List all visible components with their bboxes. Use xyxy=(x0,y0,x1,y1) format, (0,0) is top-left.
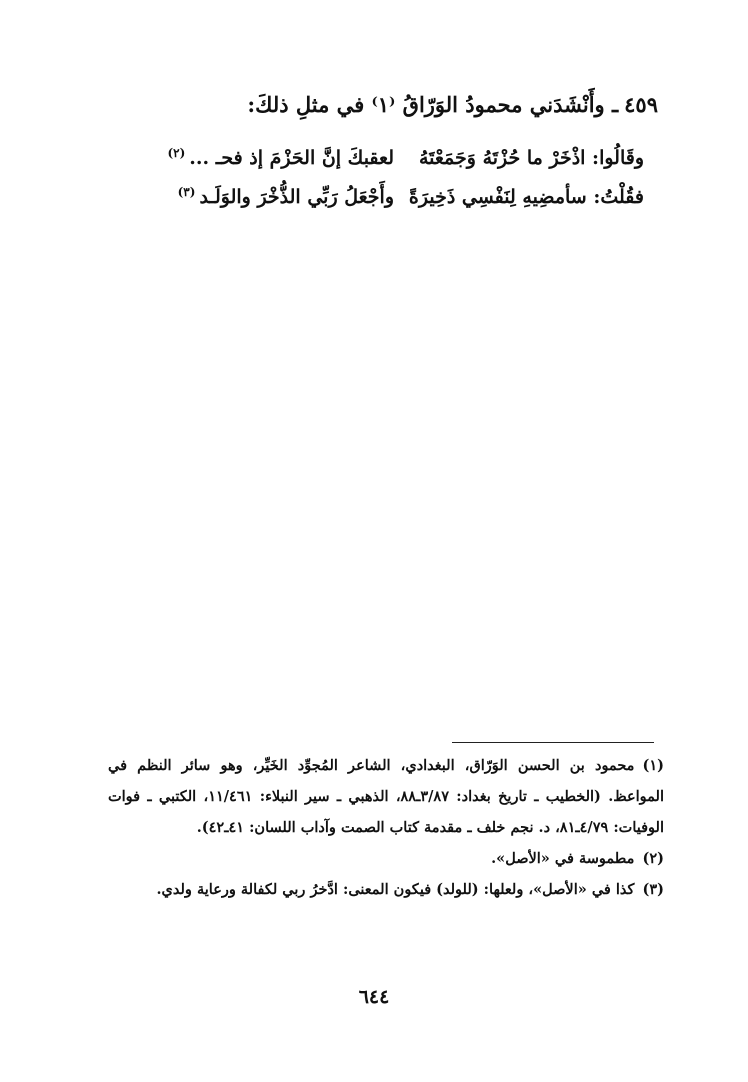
entry-number: ٤٥٩ xyxy=(624,92,658,117)
footnote-separator xyxy=(452,742,654,743)
verse-2-note-mark: (٣) xyxy=(177,185,196,199)
verse-1-second-hemistich: لعقبكَ إنَّ الحَزْمَ إذ فحـ ... xyxy=(189,147,394,170)
verse-1-note-mark: (٢) xyxy=(167,146,186,160)
verse-2-second-hemistich: وأَجْعَلُ رَبِّي الذُّخْرَ والوَلَـد xyxy=(199,186,394,209)
verse-line-1 xyxy=(84,146,644,169)
entry-text: ـ وأَنْشَدَني محمودُ الوَرّاقُ ⁽١⁾ في مثلِ ذلكَ: xyxy=(247,92,619,117)
footnotes xyxy=(108,750,664,905)
footnote-2-text: مطموسة في «الأصل». xyxy=(491,850,635,867)
footnote-2 xyxy=(108,843,664,874)
footnote-2-mark: (٢) xyxy=(642,850,664,867)
entry-heading xyxy=(138,92,658,117)
footnote-3 xyxy=(108,874,664,905)
verse-1-first-hemistich: وقَالُوا: اذْخَرْ ما حُزْتَهُ وَجَمَعْتَهُ xyxy=(418,147,644,170)
footnote-3-text: كذا في «الأصل»، ولعلها: (للولد) فيكون المعنى: ادَّخرُ ربي لكفالة ورعاية ولدي. xyxy=(156,881,635,898)
footnote-1 xyxy=(108,750,664,843)
footnote-3-mark: (٣) xyxy=(642,881,664,898)
verse-2-first-hemistich: فقُلْتُ: سأمضِيهِ لِنَفْسِي ذَخِيرَةً xyxy=(408,186,644,209)
footnote-1-mark: (١) xyxy=(642,757,664,774)
footnote-1-text: محمود بن الحسن الوَرّاق، البغدادي، الشاعر المُجوِّد الخَيِّر، وهو سائر النظم في المواعظ. (الخطيب ـ تاريخ بغداد: ٣/٨٧ـ٨٨، الذهبي ـ سير النبلاء: ١١/٤٦١، الكتبي ـ فوات الوفيات: ٤/٧٩ـ٨١، د. نجم خلف ـ مقدمة كتاب الصمت وآداب اللسان: ٤١ـ٤٢). xyxy=(108,757,665,836)
page-number: ٦٤٤ xyxy=(358,986,390,1008)
verse-line-2 xyxy=(84,185,644,208)
